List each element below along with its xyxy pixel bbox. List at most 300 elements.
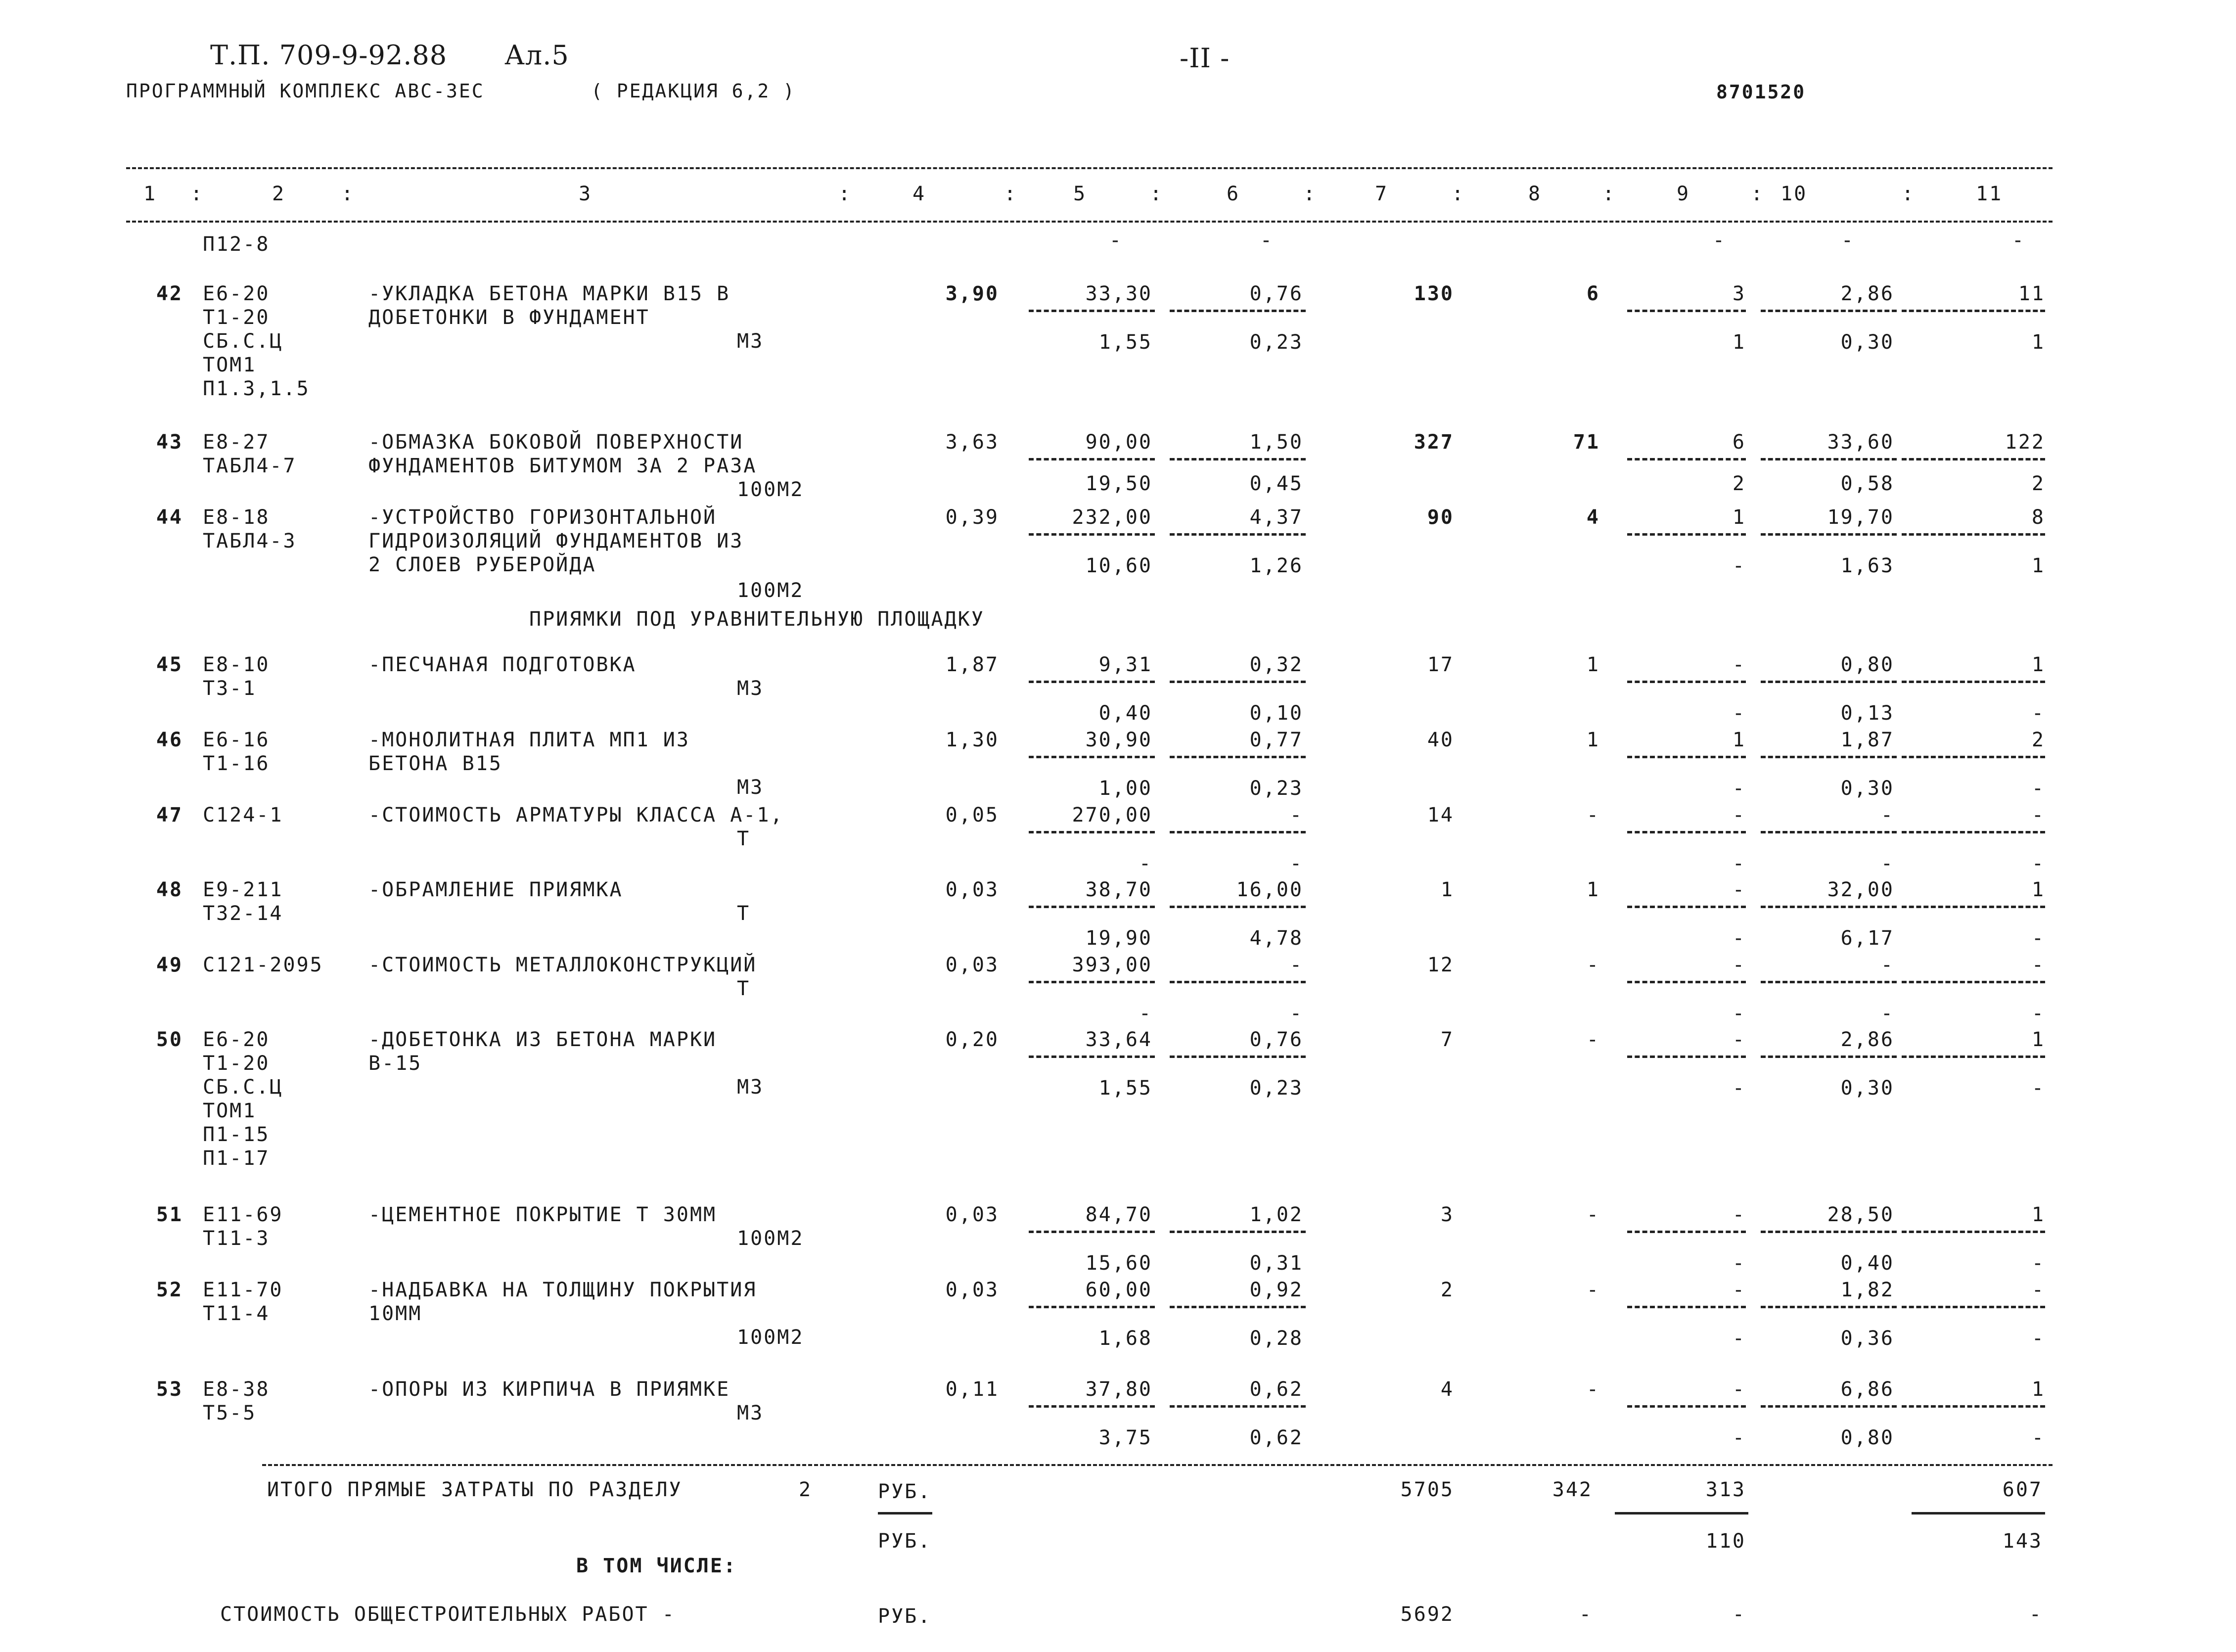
- row-divider-c10: [1761, 533, 1897, 536]
- row-col11-sub: -: [2031, 852, 2045, 875]
- row-col5-sub: 1,55: [1098, 1077, 1152, 1100]
- row-quantity: 0,03: [945, 1203, 999, 1226]
- row-col7: 327: [1414, 431, 1454, 454]
- row-code-line: С121-2095: [203, 954, 323, 976]
- prev-row-col10: -: [1841, 229, 1855, 252]
- row-divider-c6: [1170, 1405, 1306, 1408]
- row-unit: 100М2: [737, 579, 804, 602]
- row-col9-sub: -: [1732, 1426, 1746, 1449]
- row-divider-c11: [1902, 1231, 2045, 1233]
- row-col8: -: [1586, 1279, 1600, 1301]
- row-divider-c6: [1170, 533, 1306, 536]
- row-code-line: Т1-20: [203, 306, 270, 329]
- row-divider-c6: [1170, 756, 1306, 758]
- row-quantity: 1,87: [945, 653, 999, 676]
- row-col6-sub: 0,45: [1249, 472, 1303, 495]
- row-col10: 1,87: [1840, 729, 1894, 751]
- row-name-line: ФУНДАМЕНТОВ БИТУМОМ ЗА 2 РАЗА: [368, 455, 757, 477]
- row-col11-sub: -: [2031, 1426, 2045, 1449]
- column-header-3: 3: [579, 183, 593, 205]
- row-col5: 84,70: [1085, 1203, 1152, 1226]
- row-col10: 2,86: [1840, 1028, 1894, 1051]
- row-col10-sub: -: [1880, 1002, 1894, 1025]
- column-separator: :: [190, 183, 204, 205]
- prev-row-col11: -: [2011, 229, 2025, 252]
- column-header-6: 6: [1227, 183, 1240, 205]
- row-col8: -: [1586, 1028, 1600, 1051]
- row-divider-c10: [1761, 1231, 1897, 1233]
- prev-row-col9: -: [1712, 229, 1726, 252]
- row-divider-c9: [1627, 458, 1746, 460]
- row-divider-c11: [1902, 1405, 2045, 1408]
- row-code-line: Т32-14: [203, 902, 283, 925]
- row-code-line: Е11-70: [203, 1279, 283, 1301]
- row-name-line: ДОБЕТОНКИ В ФУНДАМЕНТ: [368, 306, 650, 329]
- totals-col9-b: 110: [1705, 1530, 1746, 1553]
- row-col6: 1,50: [1249, 431, 1303, 454]
- totals-section: 2: [799, 1478, 813, 1501]
- column-header-10: 10: [1780, 183, 1808, 205]
- row-col10-sub: 0,58: [1840, 472, 1894, 495]
- totals-col11: 607: [2002, 1478, 2043, 1501]
- row-col8: 71: [1573, 431, 1600, 454]
- row-code-line: Е8-27: [203, 431, 270, 454]
- row-code-line: Е8-10: [203, 653, 270, 676]
- row-col6-sub: 0,10: [1249, 702, 1303, 725]
- row-col11: 1: [2031, 878, 2045, 901]
- row-number: 43: [156, 431, 183, 454]
- row-col9-sub: -: [1732, 852, 1746, 875]
- row-col6: 0,92: [1249, 1279, 1303, 1301]
- row-divider-c9: [1627, 756, 1746, 758]
- row-divider-c9: [1627, 1055, 1746, 1058]
- row-col11: 11: [2018, 282, 2045, 305]
- row-col5: 270,00: [1072, 804, 1152, 826]
- row-col11-sub: -: [2031, 1327, 2045, 1350]
- row-quantity: 3,90: [945, 282, 999, 305]
- row-divider-c5: [1029, 981, 1155, 983]
- column-separator: :: [1602, 183, 1616, 205]
- row-col10: 32,00: [1827, 878, 1894, 901]
- row-number: 44: [156, 506, 183, 529]
- row-col9: 6: [1732, 431, 1746, 454]
- row-col5-sub: -: [1139, 852, 1152, 875]
- row-name-line: -ДОБЕТОНКА ИЗ БЕТОНА МАРКИ: [368, 1028, 717, 1051]
- row-unit: Т: [737, 902, 751, 925]
- row-unit: Т: [737, 827, 751, 850]
- row-col7: 17: [1427, 653, 1454, 676]
- row-quantity: 3,63: [945, 431, 999, 454]
- row-divider-c5: [1029, 1231, 1155, 1233]
- row-divider-c5: [1029, 756, 1155, 758]
- row-divider-c10: [1761, 981, 1897, 983]
- row-col6-sub: 0,23: [1249, 777, 1303, 800]
- column-separator: :: [1303, 183, 1317, 205]
- column-header-9: 9: [1677, 183, 1690, 205]
- row-col10-sub: 1,63: [1840, 554, 1894, 577]
- totals-currency-rule: [878, 1512, 932, 1514]
- totals-col9-rule: [1615, 1512, 1748, 1514]
- row-col8: -: [1586, 804, 1600, 826]
- row-divider-c6: [1170, 1306, 1306, 1308]
- row-col5: 38,70: [1085, 878, 1152, 901]
- album-number: Ал.5: [504, 40, 569, 71]
- row-unit: М3: [737, 1076, 764, 1099]
- row-col6-sub: 0,62: [1249, 1426, 1303, 1449]
- row-col6: 16,00: [1236, 878, 1303, 901]
- row-divider-c5: [1029, 1306, 1155, 1308]
- row-divider-c11: [1902, 681, 2045, 683]
- row-col10: 1,82: [1840, 1279, 1894, 1301]
- row-col10-sub: 0,80: [1840, 1426, 1894, 1449]
- row-name-line: -УКЛАДКА БЕТОНА МАРКИ В15 В: [368, 282, 730, 305]
- row-col9: -: [1732, 804, 1746, 826]
- row-col6: 1,02: [1249, 1203, 1303, 1226]
- row-divider-c10: [1761, 681, 1897, 683]
- row-col7: 40: [1427, 729, 1454, 751]
- row-col9: -: [1732, 954, 1746, 976]
- row-col5: 33,30: [1085, 282, 1152, 305]
- row-name-line: ГИДРОИЗОЛЯЦИЙ ФУНДАМЕНТОВ ИЗ: [368, 530, 744, 552]
- row-col11: 1: [2031, 1028, 2045, 1051]
- row-col9: -: [1732, 653, 1746, 676]
- row-number: 46: [156, 729, 183, 751]
- row-col6: 0,76: [1249, 282, 1303, 305]
- row-divider-c11: [1902, 906, 2045, 908]
- row-code-line: П1-17: [203, 1147, 270, 1170]
- row-col11-sub: -: [2031, 1002, 2045, 1025]
- row-col11: -: [2031, 1279, 2045, 1301]
- row-col9: 3: [1732, 282, 1746, 305]
- row-number: 42: [156, 282, 183, 305]
- row-col8: 1: [1586, 653, 1600, 676]
- row-divider-c11: [1902, 981, 2045, 983]
- row-code-line: Т1-16: [203, 752, 270, 775]
- row-divider-c6: [1170, 681, 1306, 683]
- row-divider-c9: [1627, 831, 1746, 833]
- header-bottom-rule: [126, 221, 2053, 223]
- column-header-4: 4: [913, 183, 926, 205]
- row-col9-sub: -: [1732, 1077, 1746, 1100]
- row-col6-sub: 0,28: [1249, 1327, 1303, 1350]
- row-divider-c6: [1170, 831, 1306, 833]
- general-works-label: СТОИМОСТЬ ОБЩЕСТРОИТЕЛЬНЫХ РАБОТ -: [220, 1603, 676, 1626]
- row-name-line: -УСТРОЙСТВО ГОРИЗОНТАЛЬНОЙ: [368, 506, 717, 529]
- row-code-line: Е6-20: [203, 1028, 270, 1051]
- row-col7: 1: [1440, 878, 1454, 901]
- row-col10: 0,80: [1840, 653, 1894, 676]
- row-col9-sub: -: [1732, 1327, 1746, 1350]
- row-divider-c11: [1902, 1306, 2045, 1308]
- row-col11-sub: 1: [2031, 331, 2045, 354]
- row-col7: 3: [1440, 1203, 1454, 1226]
- row-code-line: Т3-1: [203, 677, 257, 700]
- row-divider-c5: [1029, 1405, 1155, 1408]
- row-divider-c9: [1627, 681, 1746, 683]
- row-col10-sub: 0,13: [1840, 702, 1894, 725]
- row-col8: -: [1586, 954, 1600, 976]
- row-name-line: 10ММ: [368, 1302, 422, 1325]
- row-col5-sub: 15,60: [1085, 1252, 1152, 1275]
- row-col10: -: [1880, 954, 1894, 976]
- row-col6-sub: 0,23: [1249, 1077, 1303, 1100]
- row-code-line: Е8-38: [203, 1378, 270, 1401]
- row-divider-c10: [1761, 310, 1897, 312]
- row-code-line: П1-15: [203, 1123, 270, 1146]
- row-col5-sub: 1,00: [1098, 777, 1152, 800]
- column-separator: :: [1452, 183, 1465, 205]
- row-col6: 0,62: [1249, 1378, 1303, 1401]
- row-col9: 1: [1732, 506, 1746, 529]
- row-col10: -: [1880, 804, 1894, 826]
- row-col9-sub: 1: [1732, 331, 1746, 354]
- general-works-col11: -: [2029, 1603, 2043, 1626]
- row-code-line: СБ.С.Ц: [203, 330, 283, 353]
- row-divider-c10: [1761, 756, 1897, 758]
- row-code-line: Т1-20: [203, 1052, 270, 1075]
- row-col6-sub: 4,78: [1249, 927, 1303, 950]
- row-col10-sub: 0,30: [1840, 331, 1894, 354]
- row-col5: 232,00: [1072, 506, 1152, 529]
- row-name-line: -НАДБАВКА НА ТОЛЩИНУ ПОКРЫТИЯ: [368, 1279, 757, 1301]
- page-number: -II -: [1180, 43, 1230, 74]
- row-col8: -: [1586, 1378, 1600, 1401]
- row-number: 47: [156, 804, 183, 826]
- row-col5: 37,80: [1085, 1378, 1152, 1401]
- row-divider-c5: [1029, 831, 1155, 833]
- row-col11-sub: -: [2031, 1077, 2045, 1100]
- row-code-line: ТАБЛ4-7: [203, 455, 297, 477]
- prev-row-col6: -: [1260, 229, 1274, 252]
- row-col11: -: [2031, 804, 2045, 826]
- column-separator: :: [838, 183, 852, 205]
- column-separator: :: [341, 183, 355, 205]
- row-code-line: Е9-211: [203, 878, 283, 901]
- row-col10-sub: -: [1880, 852, 1894, 875]
- row-name-line: В-15: [368, 1052, 422, 1075]
- row-code-line: ТОМ1: [203, 354, 257, 376]
- row-unit: 100М2: [737, 478, 804, 501]
- row-unit: 100М2: [737, 1227, 804, 1250]
- row-col10: 6,86: [1840, 1378, 1894, 1401]
- row-col10: 28,50: [1827, 1203, 1894, 1226]
- row-divider-c10: [1761, 831, 1897, 833]
- row-col10-sub: 0,30: [1840, 777, 1894, 800]
- row-col11: 1: [2031, 1378, 2045, 1401]
- row-quantity: 1,30: [945, 729, 999, 751]
- row-col6: -: [1289, 804, 1303, 826]
- row-col5: 90,00: [1085, 431, 1152, 454]
- prev-row-col5: -: [1109, 229, 1123, 252]
- row-col10: 33,60: [1827, 431, 1894, 454]
- row-col7: 130: [1414, 282, 1454, 305]
- row-col6: 0,32: [1249, 653, 1303, 676]
- column-separator: :: [1150, 183, 1164, 205]
- row-quantity: 0,05: [945, 804, 999, 826]
- row-divider-c10: [1761, 906, 1897, 908]
- totals-col9: 313: [1705, 1478, 1746, 1501]
- row-col5-sub: 0,40: [1098, 702, 1152, 725]
- row-quantity: 0,39: [945, 506, 999, 529]
- row-divider-c11: [1902, 310, 2045, 312]
- row-divider-c5: [1029, 906, 1155, 908]
- row-divider-c6: [1170, 310, 1306, 312]
- row-number: 48: [156, 878, 183, 901]
- row-code-line: Т11-4: [203, 1302, 270, 1325]
- row-quantity: 0,20: [945, 1028, 999, 1051]
- totals-top-rule: [262, 1464, 2053, 1466]
- row-code-line: Е6-16: [203, 729, 270, 751]
- row-col6-sub: -: [1289, 1002, 1303, 1025]
- row-divider-c5: [1029, 1055, 1155, 1058]
- row-col5: 33,64: [1085, 1028, 1152, 1051]
- row-divider-c11: [1902, 458, 2045, 460]
- row-col6-sub: 0,23: [1249, 331, 1303, 354]
- row-col9: -: [1732, 1378, 1746, 1401]
- row-name-line: 2 СЛОЕВ РУБЕРОЙДА: [368, 553, 596, 576]
- row-col11: -: [2031, 954, 2045, 976]
- row-col9-sub: -: [1732, 554, 1746, 577]
- row-unit: М3: [737, 677, 764, 700]
- row-unit: Т: [737, 977, 751, 1000]
- row-code-line: Е11-69: [203, 1203, 283, 1226]
- row-divider-c9: [1627, 906, 1746, 908]
- row-col7: 2: [1440, 1279, 1454, 1301]
- row-col10-sub: 0,36: [1840, 1327, 1894, 1350]
- row-col5-sub: 1,55: [1098, 331, 1152, 354]
- row-divider-c9: [1627, 981, 1746, 983]
- row-divider-c11: [1902, 756, 2045, 758]
- row-number: 52: [156, 1279, 183, 1301]
- row-unit: М3: [737, 1402, 764, 1424]
- row-col8: 1: [1586, 729, 1600, 751]
- row-col5: 60,00: [1085, 1279, 1152, 1301]
- row-col7: 7: [1440, 1028, 1454, 1051]
- row-name-line: -СТОИМОСТЬ МЕТАЛЛОКОНСТРУКЦИЙ: [368, 954, 757, 976]
- row-code-line: П1.3,1.5: [203, 377, 310, 400]
- row-quantity: 0,11: [945, 1378, 999, 1401]
- row-divider-c9: [1627, 1405, 1746, 1408]
- row-quantity: 0,03: [945, 878, 999, 901]
- row-col8: 4: [1586, 506, 1600, 529]
- row-unit: М3: [737, 330, 764, 353]
- row-col6-sub: -: [1289, 852, 1303, 875]
- row-code-line: Е8-18: [203, 506, 270, 529]
- row-col5-sub: -: [1139, 1002, 1152, 1025]
- column-separator: :: [1751, 183, 1765, 205]
- row-col9-sub: -: [1732, 777, 1746, 800]
- row-number: 50: [156, 1028, 183, 1051]
- general-works-col8: -: [1579, 1603, 1593, 1626]
- row-col7: 12: [1427, 954, 1454, 976]
- row-col6: -: [1289, 954, 1303, 976]
- row-col5: 30,90: [1085, 729, 1152, 751]
- document-code: 8701520: [1716, 81, 1806, 103]
- column-separator: :: [1004, 183, 1018, 205]
- row-divider-c5: [1029, 310, 1155, 312]
- general-works-col9: -: [1732, 1603, 1746, 1626]
- row-number: 45: [156, 653, 183, 676]
- row-name-line: -ЦЕМЕНТНОЕ ПОКРЫТИЕ Т 30ММ: [368, 1203, 717, 1226]
- row-unit: М3: [737, 776, 764, 799]
- row-col9: -: [1732, 878, 1746, 901]
- header-top-rule: [126, 167, 2053, 169]
- column-header-2: 2: [272, 183, 286, 205]
- row-col9-sub: 2: [1732, 472, 1746, 495]
- row-name-line: -ОПОРЫ ИЗ КИРПИЧА В ПРИЯМКЕ: [368, 1378, 730, 1401]
- column-header-1: 1: [143, 183, 157, 205]
- row-col9: -: [1732, 1279, 1746, 1301]
- row-col8: -: [1586, 1203, 1600, 1226]
- row-divider-c6: [1170, 981, 1306, 983]
- totals-col7: 5705: [1400, 1478, 1454, 1501]
- project-code: Т.П. 709-9-92.88: [210, 40, 448, 71]
- row-col11-sub: -: [2031, 702, 2045, 725]
- row-quantity: 0,03: [945, 954, 999, 976]
- row-divider-c11: [1902, 831, 2045, 833]
- row-code-line: ТАБЛ4-3: [203, 530, 297, 552]
- row-col10: 2,86: [1840, 282, 1894, 305]
- row-code-line: СБ.С.Ц: [203, 1076, 283, 1099]
- row-divider-c9: [1627, 1231, 1746, 1233]
- row-col11-sub: 1: [2031, 554, 2045, 577]
- row-col9-sub: -: [1732, 927, 1746, 950]
- row-divider-c10: [1761, 1306, 1897, 1308]
- column-header-5: 5: [1073, 183, 1087, 205]
- row-col8: 1: [1586, 878, 1600, 901]
- prev-row-code: П12-8: [203, 233, 270, 256]
- row-col5: 393,00: [1072, 954, 1152, 976]
- row-col10-sub: 6,17: [1840, 927, 1894, 950]
- program-edition: ( РЕДАКЦИЯ 6,2 ): [591, 80, 796, 102]
- program-name: ПРОГРАММНЫЙ КОМПЛЕКС АВС-ЗЕС: [126, 80, 485, 102]
- row-col6-sub: 0,31: [1249, 1252, 1303, 1275]
- row-col9-sub: -: [1732, 1252, 1746, 1275]
- row-code-line: Т11-3: [203, 1227, 270, 1250]
- totals-currency: РУБ.: [878, 1480, 932, 1503]
- row-code-line: Е6-20: [203, 282, 270, 305]
- row-col11: 1: [2031, 653, 2045, 676]
- row-col11-sub: -: [2031, 777, 2045, 800]
- row-col5-sub: 19,90: [1085, 927, 1152, 950]
- row-divider-c6: [1170, 906, 1306, 908]
- row-col6: 4,37: [1249, 506, 1303, 529]
- row-name-line: -ОБРАМЛЕНИЕ ПРИЯМКА: [368, 878, 623, 901]
- row-col11: 122: [2005, 431, 2045, 454]
- row-col9-sub: -: [1732, 1002, 1746, 1025]
- row-col5: 9,31: [1098, 653, 1152, 676]
- totals-col11-rule: [1912, 1512, 2045, 1514]
- row-col10-sub: 0,30: [1840, 1077, 1894, 1100]
- totals-col8: 342: [1552, 1478, 1593, 1501]
- row-col6-sub: 1,26: [1249, 554, 1303, 577]
- row-col11-sub: 2: [2031, 472, 2045, 495]
- row-col11: 1: [2031, 1203, 2045, 1226]
- row-divider-c9: [1627, 1306, 1746, 1308]
- row-col8: 6: [1586, 282, 1600, 305]
- general-works-col7: 5692: [1400, 1603, 1454, 1626]
- row-col5-sub: 10,60: [1085, 554, 1152, 577]
- row-unit: 100М2: [737, 1326, 804, 1349]
- row-divider-c6: [1170, 1055, 1306, 1058]
- row-col5-sub: 3,75: [1098, 1426, 1152, 1449]
- row-divider-c5: [1029, 533, 1155, 536]
- row-col6: 0,76: [1249, 1028, 1303, 1051]
- totals-col11-b: 143: [2002, 1530, 2043, 1553]
- including-label: В ТОМ ЧИСЛЕ:: [576, 1555, 737, 1577]
- row-divider-c5: [1029, 681, 1155, 683]
- row-quantity: 0,03: [945, 1279, 999, 1301]
